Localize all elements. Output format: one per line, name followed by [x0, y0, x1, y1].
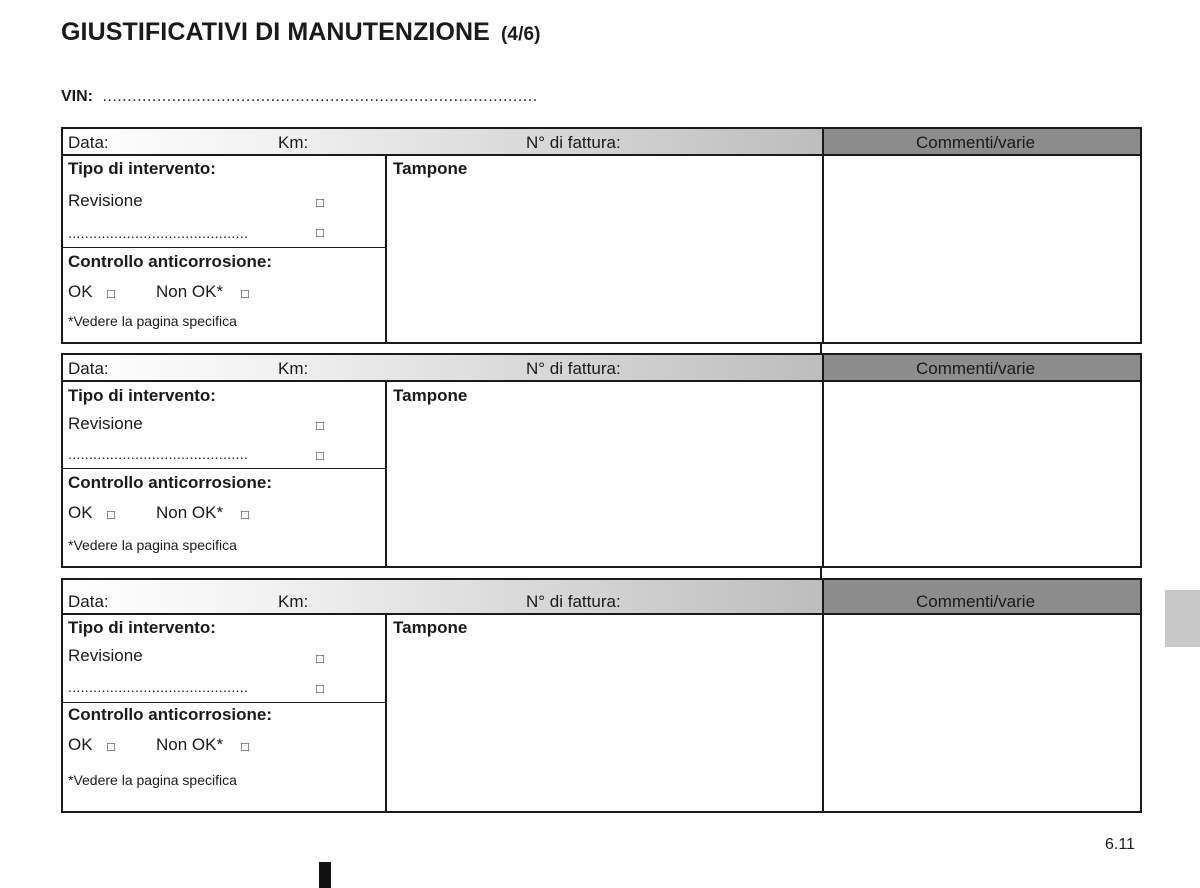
ok-label: OK	[68, 282, 93, 301]
page-title-text: GIUSTIFICATIVI DI MANUTENZIONE	[61, 18, 490, 46]
intervention-type-title: Tipo di intervento:	[68, 159, 216, 178]
header-invoice: N° di fattura:	[526, 359, 621, 378]
stamp-label: Tampone	[393, 618, 468, 637]
record-header	[63, 580, 1140, 615]
comments-column[interactable]	[822, 156, 824, 342]
revision-label: Revisione	[68, 191, 143, 210]
other-intervention-line[interactable]: ...........................................	[68, 679, 249, 695]
header-comments: Commenti/varie	[916, 133, 1036, 152]
not-ok-label: Non OK*	[156, 735, 224, 754]
other-intervention-line[interactable]: ...........................................	[68, 446, 249, 462]
not-ok-checkbox[interactable]: □	[241, 739, 249, 754]
record-header	[63, 129, 1140, 156]
other-intervention-checkbox[interactable]: □	[316, 448, 324, 463]
other-intervention-checkbox[interactable]: □	[316, 681, 324, 696]
header-invoice: N° di fattura:	[526, 133, 621, 152]
revision-label: Revisione	[68, 646, 143, 665]
chapter-tab	[1165, 590, 1200, 647]
vin-field[interactable]: ........................................................................................	[102, 88, 538, 105]
header-comments: Commenti/varie	[916, 592, 1036, 611]
not-ok-checkbox[interactable]: □	[241, 286, 249, 301]
comments-column[interactable]	[822, 615, 824, 811]
record-header	[63, 355, 1140, 382]
revision-label: Revisione	[68, 414, 143, 433]
page-title-suffix: (4/6)	[500, 24, 541, 45]
ok-label: OK	[68, 503, 93, 522]
not-ok-checkbox[interactable]: □	[241, 507, 249, 522]
bottom-marker	[319, 862, 331, 888]
revision-checkbox[interactable]: □	[316, 195, 324, 210]
ok-label: OK	[68, 735, 93, 754]
not-ok-label: Non OK*	[156, 503, 224, 522]
header-invoice: N° di fattura:	[526, 592, 621, 611]
maintenance-record-3	[61, 578, 1142, 813]
footnote: *Vedere la pagina specifica	[68, 313, 237, 329]
header-km: Km:	[278, 592, 309, 611]
header-date: Data:	[68, 133, 109, 152]
ok-checkbox[interactable]: □	[107, 739, 115, 754]
header-date: Data:	[68, 592, 109, 611]
vin-line	[61, 88, 538, 106]
intervention-type-title: Tipo di intervento:	[68, 386, 216, 405]
ok-checkbox[interactable]: □	[107, 286, 115, 301]
page-title	[61, 18, 541, 47]
other-intervention-line[interactable]: ...........................................	[68, 225, 249, 241]
page-number: 6.11	[1105, 836, 1135, 853]
stamp-column	[385, 156, 387, 342]
revision-checkbox[interactable]: □	[316, 651, 324, 666]
footnote: *Vedere la pagina specifica	[68, 772, 237, 788]
footnote: *Vedere la pagina specifica	[68, 537, 237, 553]
intervention-type-title: Tipo di intervento:	[68, 618, 216, 637]
other-intervention-checkbox[interactable]: □	[316, 225, 324, 240]
header-km: Km:	[278, 359, 309, 378]
stamp-label: Tampone	[393, 386, 468, 405]
revision-checkbox[interactable]: □	[316, 418, 324, 433]
ok-checkbox[interactable]: □	[107, 507, 115, 522]
header-km: Km:	[278, 133, 309, 152]
not-ok-label: Non OK*	[156, 282, 224, 301]
stamp-label: Tampone	[393, 159, 468, 178]
corrosion-check-title: Controllo anticorrosione:	[68, 705, 272, 724]
maintenance-record-1	[61, 127, 1142, 344]
comments-column[interactable]	[822, 382, 824, 566]
maintenance-record-2	[61, 353, 1142, 568]
stamp-column	[385, 615, 387, 811]
vin-label: VIN:	[61, 88, 93, 105]
header-comments: Commenti/varie	[916, 359, 1036, 378]
corrosion-check-title: Controllo anticorrosione:	[68, 252, 272, 271]
header-date: Data:	[68, 359, 109, 378]
stamp-column	[385, 382, 387, 566]
corrosion-check-title: Controllo anticorrosione:	[68, 473, 272, 492]
